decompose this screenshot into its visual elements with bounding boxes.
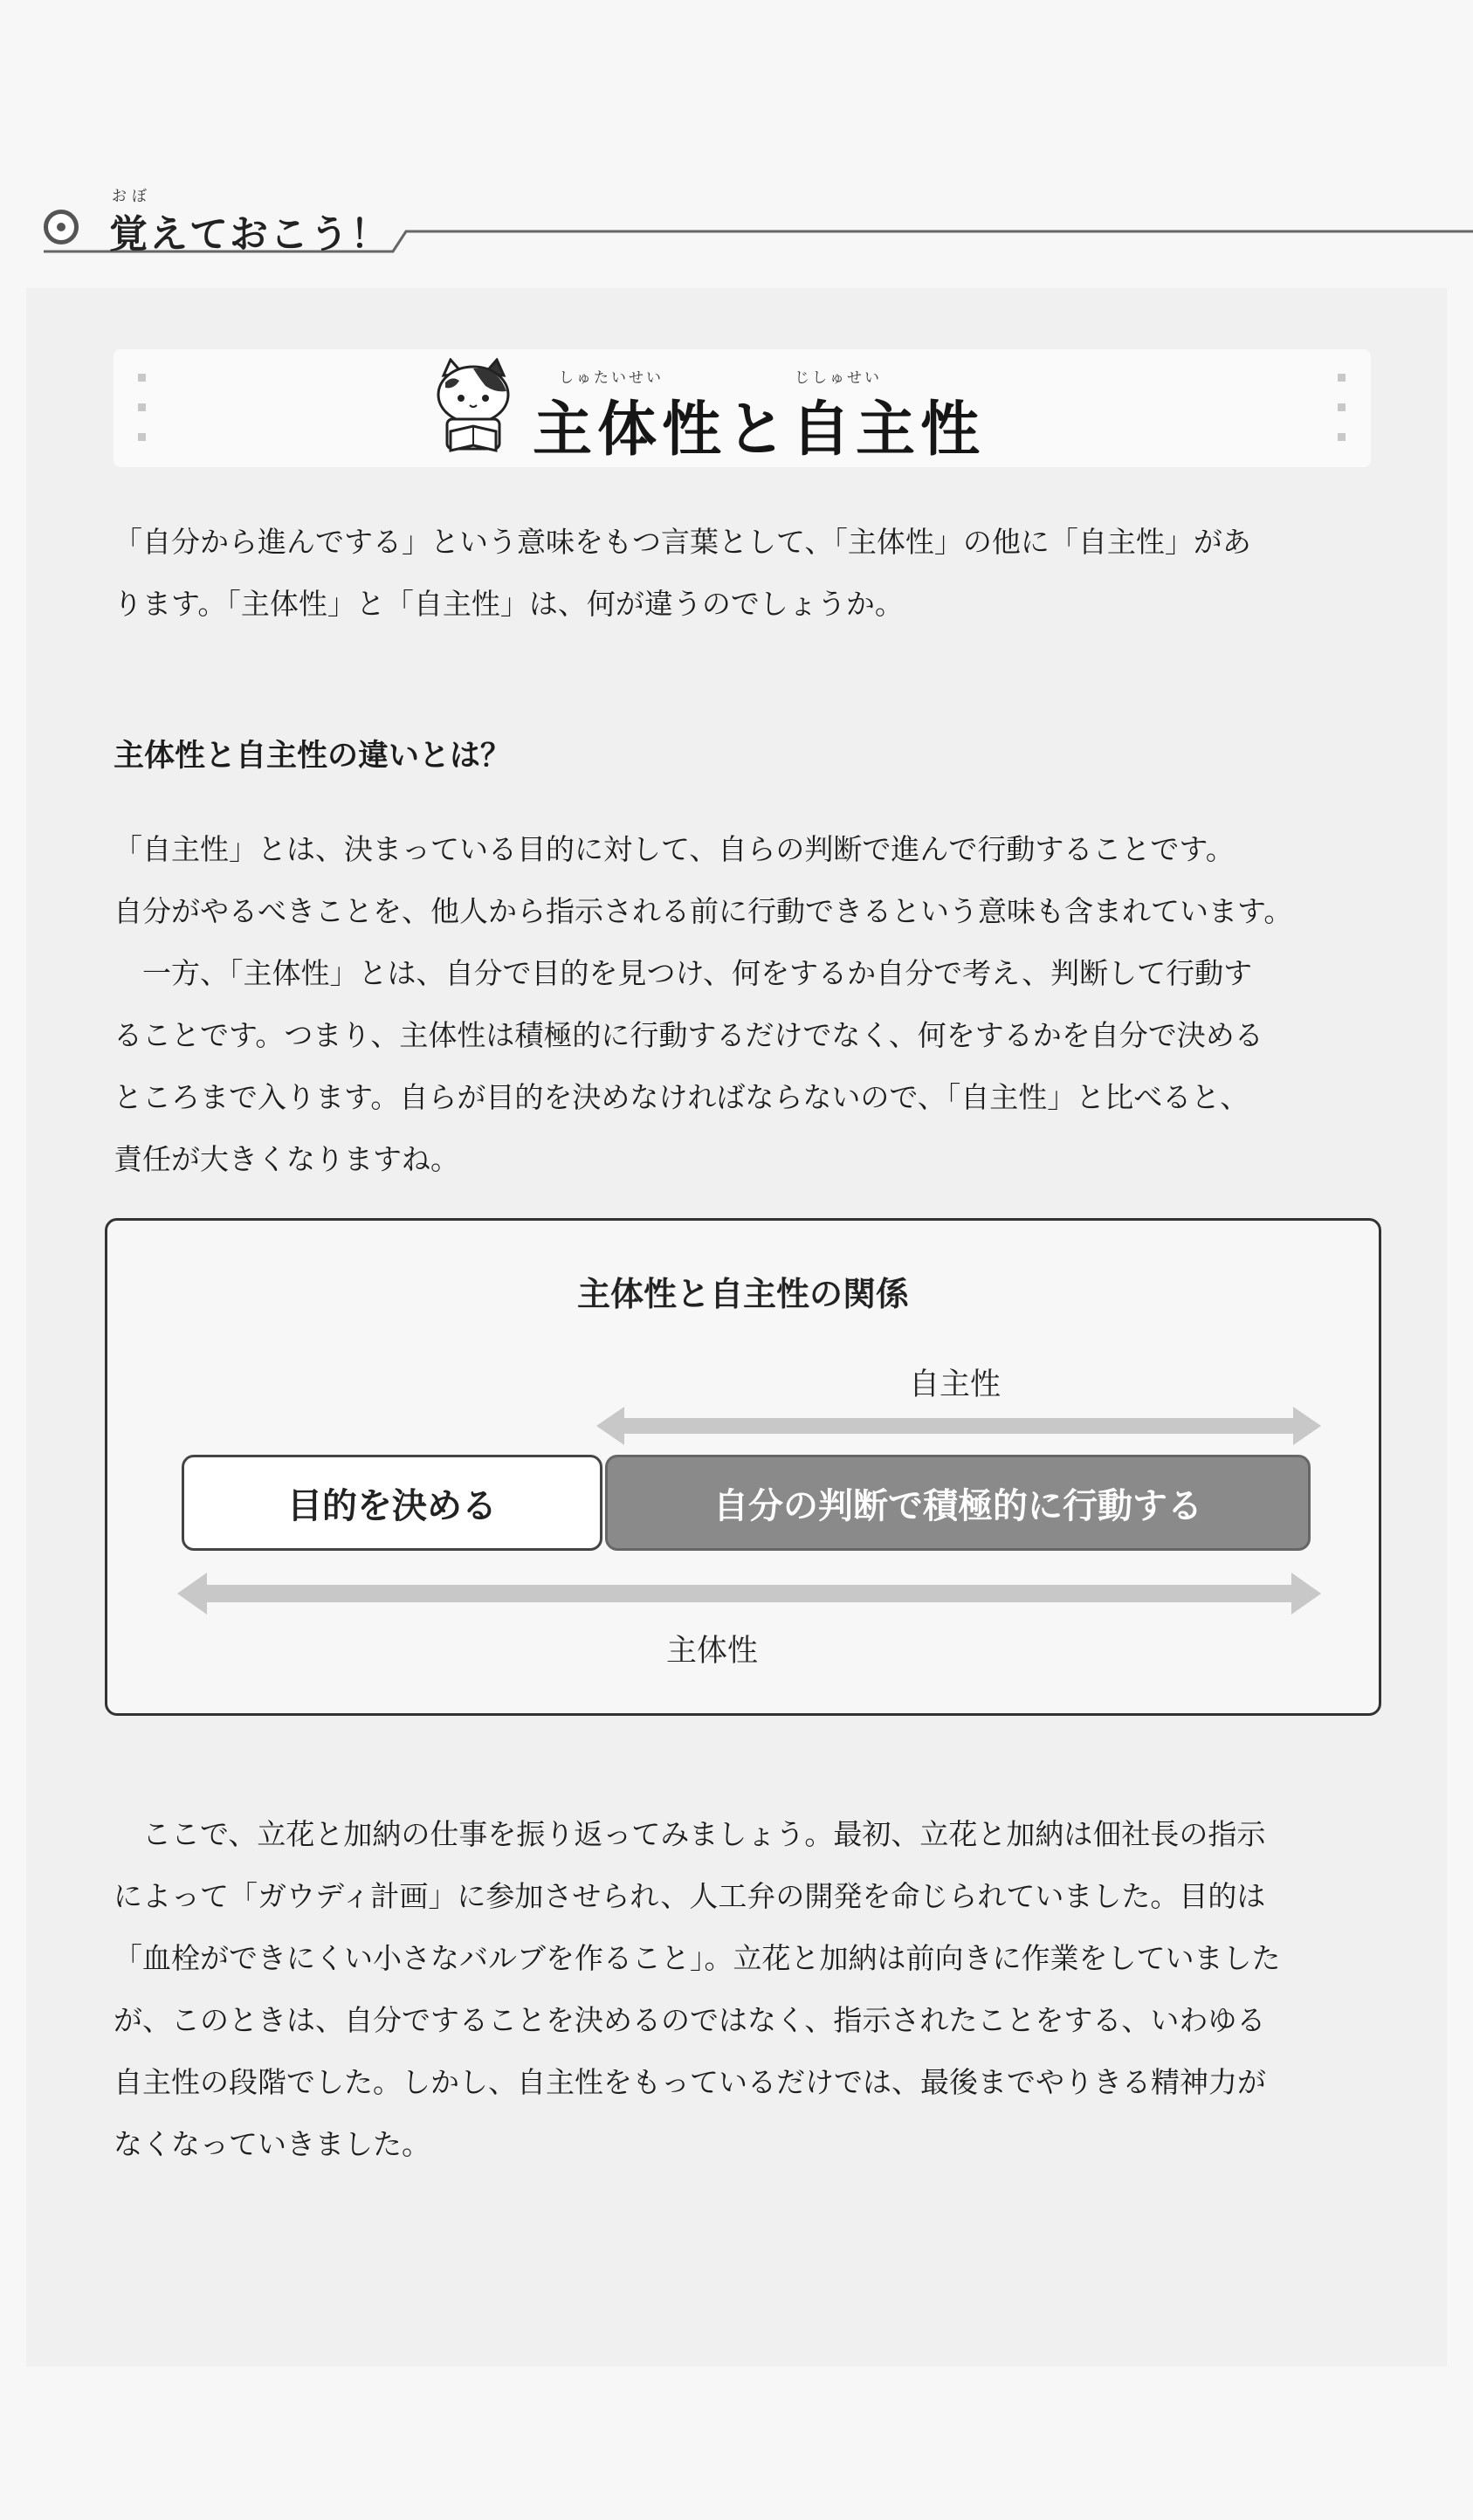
banner-title: 主体性と自主性 xyxy=(533,396,986,465)
box-act-proactively: 自分の判断で積極的に行動する xyxy=(605,1455,1311,1551)
section-heading: 主体性と自主性の違いとは？ xyxy=(114,739,512,774)
section-paragraph xyxy=(114,818,1371,1190)
text-line: なくなっていきました。 xyxy=(114,2127,430,2161)
diagram-title: 主体性と自主性の関係 xyxy=(576,1275,909,1313)
text-line: 自分がやるべきことを、他人から指示される前に行動できるという意味も含まれています。 xyxy=(114,894,1293,928)
header-title: 覚えておこう！ xyxy=(109,212,390,257)
banner-ruby-2: じしゅせい xyxy=(795,369,882,387)
cat-reading-icon xyxy=(428,358,520,458)
text-line: ところまで入ります。自らが目的を決めなければならないので、「自主性」と比べると、 xyxy=(114,1080,1249,1114)
text-line: ります。「主体性」と「自主性」は、何が違うのでしょうか。 xyxy=(114,587,904,621)
text-line: ここで、立花と加納の仕事を振り返ってみましょう。最初、立花と加納は佃社長の指示 xyxy=(114,1817,1266,1851)
intro-paragraph xyxy=(114,511,1371,635)
double-arrow-top xyxy=(596,1404,1321,1448)
text-line: 責任が大きくなりますね。 xyxy=(114,1142,459,1176)
text-line: 一方、「主体性」とは、自分で目的を見つけ、何をするか自分で考え、判断して行動す xyxy=(114,956,1253,990)
label-shutaisei: 主体性 xyxy=(666,1634,759,1669)
box-decide-goal: 目的を決める xyxy=(182,1455,602,1551)
banner-dots-left xyxy=(138,374,147,452)
section-header xyxy=(44,183,1473,271)
text-line: 「自主性」とは、決まっている目的に対して、自らの判断で進んで行動することです。 xyxy=(114,832,1235,866)
header-ruby: おぼ xyxy=(112,188,152,205)
relationship-diagram xyxy=(105,1218,1381,1716)
bullet-circle-icon xyxy=(44,210,79,244)
text-line: 「血栓ができにくい小さなバルブを作ること」。立花と加納は前向きに作業をしていました xyxy=(114,1941,1281,1975)
text-line: 自主性の段階でした。しかし、自主性をもっているだけでは、最後までやりきる精神力が xyxy=(114,2065,1266,2099)
closing-paragraph xyxy=(114,1803,1371,2175)
text-line: ることです。つまり、主体性は積極的に行動するだけでなく、何をするかを自分で決める xyxy=(114,1018,1263,1052)
text-line: が、このときは、自分ですることを決めるのではなく、指示されたことをする、いわゆる xyxy=(114,2003,1266,2037)
title-banner xyxy=(114,349,1371,467)
label-jishusei: 自主性 xyxy=(909,1367,1002,1402)
banner-ruby-1: しゅたいせい xyxy=(559,369,664,387)
text-line: によって「ガウディ計画」に参加させられ、人工弁の開発を命じられていました。目的は xyxy=(114,1879,1266,1913)
double-arrow-bottom xyxy=(177,1570,1321,1618)
text-line: 「自分から進んでする」という意味をもつ言葉として、「主体性」の他に「自主性」があ xyxy=(114,525,1251,559)
banner-dots-right xyxy=(1338,374,1346,452)
